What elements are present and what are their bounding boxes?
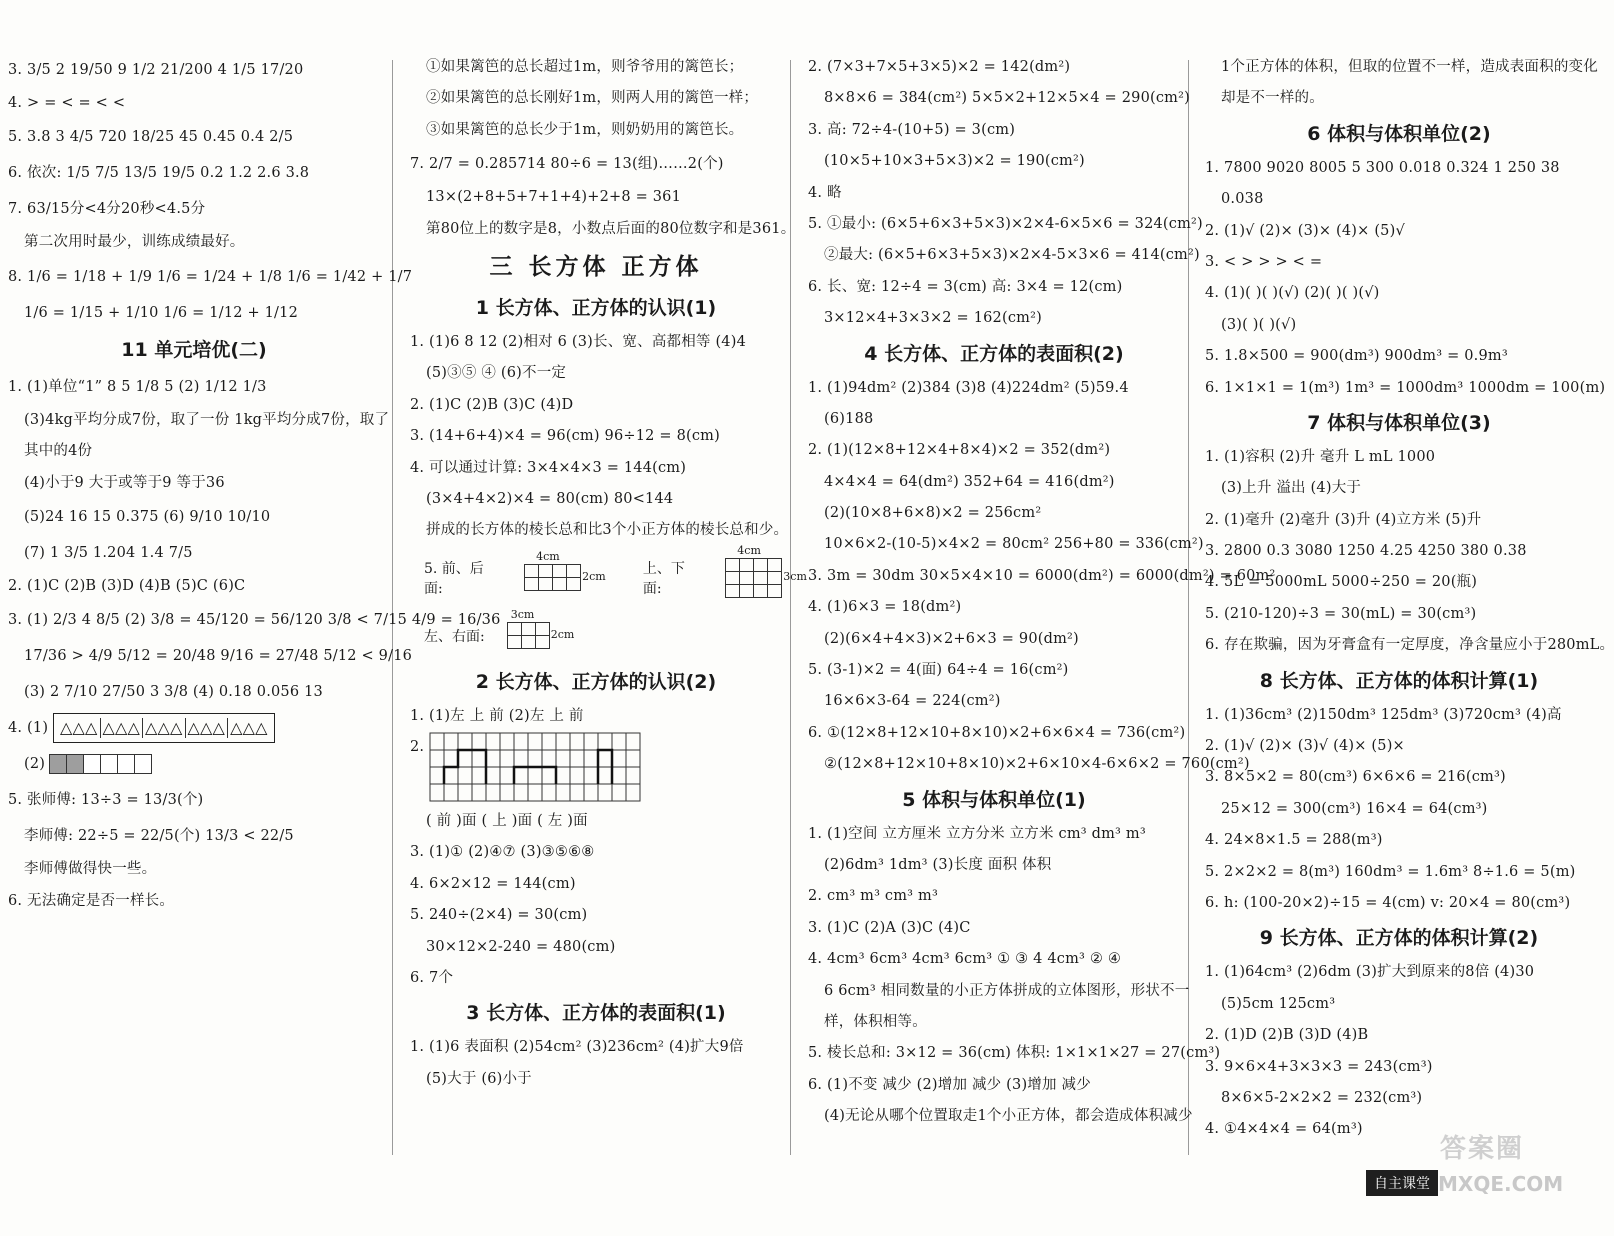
answer-line: ( 前 )面 ( 上 )面 ( 左 )面: [426, 813, 588, 830]
triangle-group: △△△: [186, 718, 229, 738]
answer-line: 1. (1)容积 (2)升 毫升 L mL 1000: [1205, 448, 1436, 465]
answer-line: 4. 6×2×12 = 144(cm): [410, 875, 576, 892]
answer-line: 李师傅做得快一些。: [24, 861, 157, 878]
empty-cell: [134, 754, 152, 774]
answer-line: 1. 7800 9020 8005 5 300 0.018 0.324 1 250 38: [1205, 159, 1560, 176]
front-view-grid: [524, 564, 581, 591]
answer-line: 16×6×3-64 = 224(cm²): [824, 693, 1001, 710]
answer-line: 3. 8×5×2 = 80(cm³) 6×6×6 = 216(cm³): [1205, 769, 1506, 786]
answer-line: 17/36 > 4/9 5/12 = 20/48 9/16 = 27/48 5/12 < 9/16: [24, 648, 413, 665]
answer-line: 5. 张师傅: 13÷3 = 13/3(个): [8, 792, 204, 809]
dimension-label: 3cm: [783, 569, 807, 583]
answer-line: 4. 略: [808, 184, 842, 201]
front-view-label: 5. 前、后面:: [424, 560, 484, 597]
section-heading: 1 长方体、正方体的认识(1): [475, 296, 717, 319]
watermark-url: MXQE.COM: [1438, 1172, 1564, 1196]
views-figure-row: [410, 609, 782, 663]
answer-line: 6. 存在欺骗，因为牙膏盒有一定厚度，净含量应小于280mL。: [1205, 637, 1614, 654]
dimension-label: 2cm: [550, 628, 575, 642]
answer-line: 4. (1)( )( )(√) (2)( )( )(√): [1205, 285, 1380, 302]
item-label: (2): [24, 756, 46, 773]
answer-line: [8, 710, 380, 746]
triangle-group: △△△: [230, 718, 268, 738]
item-label: 2.: [410, 739, 425, 756]
answer-line: 4. 5L = 5000mL 5000÷250 = 20(瓶): [1205, 574, 1478, 591]
triangle-groups-figure: [53, 713, 275, 743]
answer-line: (2)6dm³ 1dm³ (3)长度 面积 体积: [824, 856, 1052, 873]
section-heading: 11 单元培优(二): [121, 338, 267, 361]
answer-line: 李师傅: 22÷5 = 22/5(个) 13/3 < 22/5: [24, 828, 294, 845]
answer-line: 6. ①(12×8+12×10+8×10)×2+6×6×4 = 736(cm²): [808, 724, 1186, 741]
answer-line: 1. (1)64cm³ (2)6dm (3)扩大到原来的8倍 (4)30: [1205, 964, 1535, 981]
answer-line: 6 6cm³ 相同数量的小正方体拼成的立体图形，形状不一: [824, 982, 1190, 999]
answer-line: ③如果篱笆的总长少于1m，则奶奶用的篱笆长。: [426, 121, 744, 138]
answer-line: (4)小于9 大于或等于9 等于36: [24, 474, 225, 491]
chapter-title: 三 长方体 正方体: [489, 253, 703, 280]
answer-line: 1个正方体的体积，但取的位置不一样，造成表面积的变化: [1221, 59, 1598, 75]
answer-line: 4. 可以通过计算: 3×4×4×3 = 144(cm): [410, 459, 687, 476]
answer-line: 3. (1)① (2)④⑦ (3)③⑤⑥⑧: [410, 844, 595, 861]
answer-line: 6. 无法确定是否一样长。: [8, 892, 175, 909]
section-heading: 2 长方体、正方体的认识(2): [475, 670, 717, 693]
answer-line: (3)( )( )(√): [1221, 316, 1297, 333]
answer-line: 1/6 = 1/15 + 1/10 1/6 = 1/12 + 1/12: [24, 304, 298, 321]
answer-line: 10×6×2-(10-5)×4×2 = 80cm² 256+80 = 336(cm²): [824, 536, 1204, 553]
column-divider: [392, 60, 393, 1155]
shaded-cell: [49, 754, 67, 774]
triangle-group: △△△: [58, 718, 101, 738]
answer-line: 4. ①4×4×4 = 64(m³): [1205, 1121, 1363, 1138]
answer-line: 3. (14+6+4)×4 = 96(cm) 96÷12 = 8(cm): [410, 428, 720, 445]
answer-line: 5. 240÷(2×4) = 30(cm): [410, 907, 588, 924]
answer-line: ②最大: (6×5+6×3+5×3)×2×4-5×3×6 = 414(cm²): [824, 247, 1200, 264]
top-view-label: 上、下面:: [642, 560, 685, 597]
answer-line: 第80位上的数字是8，小数点后面的80位数字和是361。: [426, 220, 796, 237]
answer-line: 13×(2+8+5+7+1+4)+2+8 = 361: [426, 189, 682, 206]
answer-line: 3×12×4+3×3×2 = 162(cm²): [824, 310, 1042, 327]
empty-cell: [100, 754, 118, 774]
answer-line: 2. (7×3+7×5+3×5)×2 = 142(dm²): [808, 59, 1071, 75]
answer-line: 6. (1)不变 减少 (2)增加 减少 (3)增加 减少: [808, 1076, 1091, 1093]
brand-stamp: 自主课堂: [1366, 1170, 1438, 1196]
answer-line: 3. 3m = 30dm 30×5×4×10 = 6000(dm²) = 6000(dm²) = 60m²: [808, 567, 1276, 584]
answer-line: 2. (1)C (2)B (3)C (4)D: [410, 396, 574, 413]
section-heading: 7 体积与体积单位(3): [1307, 411, 1491, 434]
answer-line: 8×6×5-2×2×2 = 232(cm³): [1221, 1089, 1423, 1106]
answer-line: 拼成的长方体的棱长总和比3个小正方体的棱长总和少。: [426, 522, 789, 539]
answer-line: 5. 2×2×2 = 8(m³) 160dm³ = 1.6m³ 8÷1.6 = 5(m): [1205, 863, 1576, 880]
answer-line: 4. 4cm³ 6cm³ 4cm³ 6cm³ ① ③ 4 4cm³ ② ④: [808, 951, 1122, 968]
answer-line: 样，体积相等。: [824, 1013, 927, 1030]
views-grid-figure: [429, 732, 641, 802]
side-view: [507, 608, 575, 649]
triangle-group: △△△: [101, 718, 144, 738]
answer-line: 7. 2/7 = 0.285714 80÷6 = 13(组)……2(个): [410, 156, 724, 173]
views-figure-row: [410, 543, 807, 609]
answer-line: 5. ①最小: (6×5+6×3+5×3)×2×4-6×5×6 = 324(cm²): [808, 215, 1203, 232]
section-heading: 8 长方体、正方体的体积计算(1): [1259, 669, 1539, 692]
answer-line: 3. (1)C (2)A (3)C (4)C: [808, 919, 971, 936]
answer-line: 8. 1/6 = 1/18 + 1/9 1/6 = 1/24 + 1/8 1/6 = 1/42 + 1/7: [8, 268, 413, 285]
answer-line: [8, 746, 380, 782]
answer-line: ②如果篱笆的总长刚好1m，则两人用的篱笆一样；: [426, 90, 759, 107]
answer-line: 4. 24×8×1.5 = 288(m³): [1205, 832, 1383, 849]
dimension-label: 3cm: [510, 608, 535, 622]
answer-line: 1. (1)空间 立方厘米 立方分米 立方米 cm³ dm³ m³: [808, 825, 1146, 842]
answer-line: 2. (1)√ (2)× (3)√ (4)× (5)×: [1205, 738, 1405, 755]
column-2: [410, 52, 807, 1162]
answer-line: 6. 7个: [410, 970, 454, 987]
answer-line: 第二次用时最少，训练成绩最好。: [24, 234, 245, 251]
answer-line: (3)上升 溢出 (4)大于: [1221, 480, 1362, 497]
empty-cell: [83, 754, 101, 774]
answer-line: 3. 2800 0.3 3080 1250 4.25 4250 380 0.38: [1205, 543, 1527, 560]
section-heading: 6 体积与体积单位(2): [1307, 122, 1491, 145]
answer-line: 2. (1)√ (2)× (3)× (4)× (5)√: [1205, 222, 1405, 239]
answer-line: (4)无论从哪个位置取走1个小正方体，都会造成体积减少: [824, 1108, 1193, 1125]
dimension-label: 4cm: [536, 550, 560, 564]
side-view-label: 左、右面:: [424, 628, 485, 645]
answer-line: 5. (210-120)÷3 = 30(mL) = 30(cm³): [1205, 605, 1477, 622]
answer-line: 1. (1)94dm² (2)384 (3)8 (4)224dm² (5)59.4: [808, 379, 1129, 396]
top-view: [725, 543, 807, 598]
answer-line: 6. 依次: 1/5 7/5 13/5 19/5 0.2 1.2 2.6 3.8: [8, 165, 310, 182]
answer-line: 6. h: (100-20×2)÷15 = 4(cm) v: 20×4 = 80(cm³): [1205, 894, 1571, 911]
dimension-label: 2cm: [582, 570, 606, 584]
answer-line: (10×5+10×3+5×3)×2 = 190(cm²): [824, 153, 1085, 170]
empty-cell: [117, 754, 135, 774]
answer-line: 4. (1)6×3 = 18(dm²): [808, 599, 962, 616]
answer-line: 4. > = < = < <: [8, 95, 126, 111]
answer-line: (2)(6×4+4×3)×2+6×3 = 90(dm²): [824, 630, 1079, 647]
section-heading: 4 长方体、正方体的表面积(2): [864, 342, 1124, 365]
answer-line: 4×4×4 = 64(dm²) 352+64 = 416(dm²): [824, 473, 1115, 490]
answer-line: (3)4kg平均分成7份，取了一份 1kg平均分成7份，取了: [24, 411, 390, 428]
top-view-grid: [725, 558, 782, 598]
triangle-group: △△△: [143, 718, 186, 738]
answer-line: 0.038: [1221, 191, 1264, 208]
answer-line: 5. 1.8×500 = 900(dm³) 900dm³ = 0.9m³: [1205, 348, 1508, 365]
answer-line: [410, 732, 782, 806]
answer-line: 却是不一样的。: [1221, 90, 1324, 107]
answer-line: 2. (1)毫升 (2)毫升 (3)升 (4)立方米 (5)升: [1205, 511, 1482, 528]
answer-line: (2)(10×8+6×8)×2 = 256cm²: [824, 505, 1042, 522]
answer-line: 2. cm³ m³ cm³ m³: [808, 888, 938, 905]
answer-line: (5)5cm 125cm³: [1221, 995, 1336, 1012]
answer-line: 5. 棱长总和: 3×12 = 36(cm) 体积: 1×1×1×27 = 27(cm³): [808, 1045, 1221, 1062]
answer-line: 3. < > > > < =: [1205, 253, 1323, 270]
answer-line: 8×8×6 = 384(cm²) 5×5×2+12×5×4 = 290(cm²): [824, 90, 1190, 107]
answer-line: (3) 2 7/10 27/50 3 3/8 (4) 0.18 0.056 13: [24, 684, 323, 701]
section-heading: 5 体积与体积单位(1): [902, 788, 1086, 811]
answer-line: (5)③⑤ ④ (6)不一定: [426, 365, 567, 382]
answer-line: 1. (1)36cm³ (2)150dm³ 125dm³ (3)720cm³ (4)高: [1205, 706, 1562, 723]
side-view-grid: [507, 622, 550, 649]
answer-line: (7) 1 3/5 1.204 1.4 7/5: [24, 544, 193, 561]
watermark-logo: 答案圈: [1440, 1134, 1525, 1164]
section-heading: 9 长方体、正方体的体积计算(2): [1259, 927, 1539, 950]
answer-line: 1. (1)单位“1” 8 5 1/8 5 (2) 1/12 1/3: [8, 378, 267, 395]
answer-line: (6)188: [824, 410, 874, 427]
shaded-cell: [66, 754, 84, 774]
answer-line: 3. 高: 72÷4-(10+5) = 3(cm): [808, 121, 1016, 138]
answer-line: 1. (1)6 表面积 (2)54cm² (3)236cm² (4)扩大9倍: [410, 1039, 744, 1056]
answer-line: 6. 长、宽: 12÷4 = 3(cm) 高: 3×4 = 12(cm): [808, 278, 1123, 295]
answer-line: 1. (1)左 上 前 (2)左 上 前: [410, 707, 584, 724]
dimension-label: 4cm: [737, 543, 761, 557]
answer-line: ①如果篱笆的总长超过1m，则爷爷用的篱笆长；: [426, 59, 744, 75]
section-heading: 3 长方体、正方体的表面积(1): [466, 1002, 726, 1025]
front-view: [524, 550, 606, 591]
item-label: 4. (1): [8, 720, 49, 737]
answer-line: 其中的4份: [24, 443, 93, 460]
answer-line: (3×4+4×2)×4 = 80(cm) 80<144: [426, 490, 674, 507]
answer-line: (5)24 16 15 0.375 (6) 9/10 10/10: [24, 508, 271, 525]
answer-line: (5)大于 (6)小于: [426, 1070, 532, 1087]
answer-line: 3. 3/5 2 19/50 9 1/2 21/200 4 1/5 17/20: [8, 62, 304, 78]
answer-line: 5. 3.8 3 4/5 720 18/25 45 0.45 0.4 2/5: [8, 129, 294, 146]
shaded-bar-figure: [50, 754, 152, 774]
answer-line: 5. (3-1)×2 = 4(面) 64÷4 = 16(cm²): [808, 662, 1069, 679]
answer-line: 3. 9×6×4+3×3×3 = 243(cm³): [1205, 1058, 1433, 1075]
answer-line: 25×12 = 300(cm³) 16×4 = 64(cm³): [1221, 800, 1488, 817]
answer-line: 2. (1)D (2)B (3)D (4)B: [1205, 1027, 1369, 1044]
answer-line: 3. (1) 2/3 4 8/5 (2) 3/8 = 45/120 = 56/120 3/8 < 7/15 4/9 = 16/36: [8, 612, 501, 629]
answer-line: ②(12×8+12×10+8×10)×2+6×10×4-6×6×2 = 760(cm²): [824, 756, 1250, 773]
answer-line: 2. (1)(12×8+12×4+8×4)×2 = 352(dm²): [808, 442, 1111, 459]
column-4: [1205, 52, 1614, 1162]
answer-line: 2. (1)C (2)B (3)D (4)B (5)C (6)C: [8, 577, 246, 594]
answer-line: 6. 1×1×1 = 1(m³) 1m³ = 1000dm³ 1000dm = 100(m): [1205, 379, 1606, 396]
answer-line: 7. 63/15分<4分20秒<4.5分: [8, 201, 206, 218]
answer-line: 1. (1)6 8 12 (2)相对 6 (3)长、宽、高都相等 (4)4: [410, 333, 747, 350]
answer-line: 30×12×2-240 = 480(cm): [426, 938, 616, 955]
